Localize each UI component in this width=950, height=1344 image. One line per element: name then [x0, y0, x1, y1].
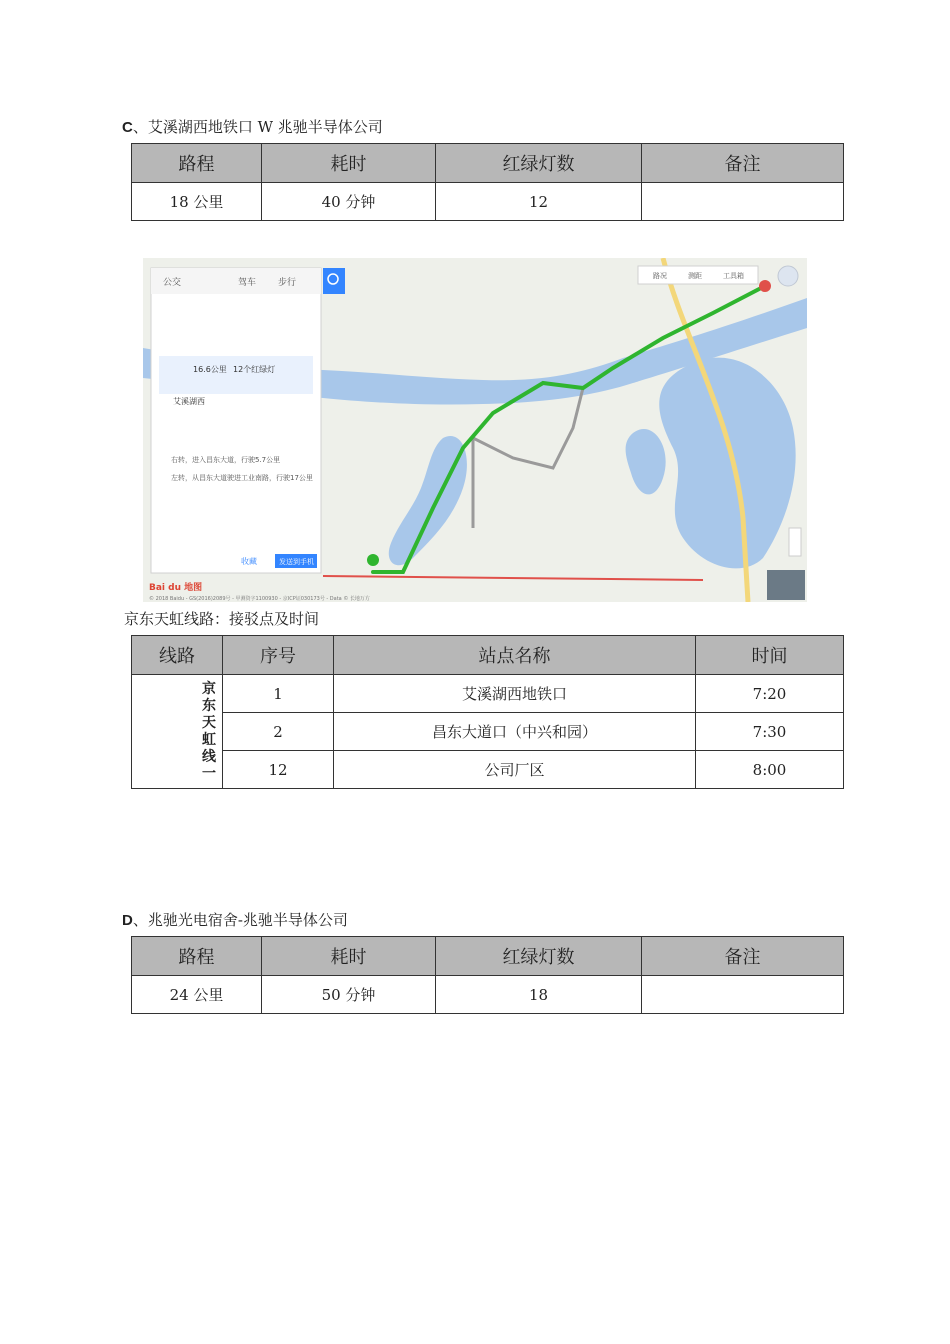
table-c — [131, 143, 844, 221]
line-char: 京 — [202, 680, 216, 697]
step-2[interactable]: 左转，从昌东大道驶进工业南路，行驶17公里 — [171, 474, 313, 482]
zoom-control[interactable] — [789, 528, 801, 556]
table-d — [131, 936, 844, 1014]
send-to-phone-label: 发送到手机 — [279, 558, 314, 566]
cell-stop-time: 8:00 — [696, 751, 844, 789]
cell-remarks — [642, 976, 844, 1014]
cell-remarks — [642, 183, 844, 221]
header-remarks: 备注 — [642, 937, 844, 976]
cell-stop-number: 12 — [223, 751, 334, 789]
map-copyright: © 2018 Baidu - GS(2016)2089号 - 甲测资字1100930 - 京ICP证030173号 - Data © 长地万方 — [149, 596, 370, 602]
toolbar-measure[interactable]: 测距 — [688, 272, 702, 280]
header-time: 时间 — [696, 636, 844, 675]
cell-stop-time: 7:30 — [696, 713, 844, 751]
start-label: 艾溪湖西 — [173, 397, 205, 406]
section-c-title: 、艾溪湖西地铁口 W 兆驰半导体公司 — [132, 118, 383, 136]
cell-distance: 18 公里 — [132, 183, 262, 221]
tab-walk[interactable]: 步行 — [278, 278, 297, 288]
cell-duration: 50 分钟 — [262, 976, 436, 1014]
cell-stop-name: 艾溪湖西地铁口 — [334, 675, 696, 713]
end-pin-icon[interactable] — [759, 280, 771, 292]
cell-traffic-lights: 12 — [436, 183, 642, 221]
cell-stop-number: 2 — [223, 713, 334, 751]
cell-stop-name: 公司厂区 — [334, 751, 696, 789]
tab-bus[interactable]: 公交 — [163, 278, 182, 288]
toolbar-tools[interactable]: 工具箱 — [723, 272, 744, 280]
cell-distance: 24 公里 — [132, 976, 262, 1014]
baidu-logo: Bai du 地图 — [149, 583, 203, 593]
start-pin-icon[interactable] — [367, 554, 379, 566]
line-char: 虹 — [202, 731, 216, 748]
header-number: 序号 — [223, 636, 334, 675]
header-remarks: 备注 — [642, 144, 844, 183]
section-c-prefix: C — [122, 119, 133, 136]
section-jd-heading: 京东天虹线路：接驳点及时间 — [124, 610, 320, 628]
avatar[interactable] — [778, 266, 798, 286]
cell-duration: 40 分钟 — [262, 183, 436, 221]
section-c-heading — [122, 116, 383, 137]
table-jd — [131, 635, 844, 789]
toolbar-traffic[interactable]: 路况 — [653, 272, 667, 280]
header-duration: 耗时 — [262, 937, 436, 976]
line-char: 线 — [202, 748, 216, 765]
street-view-thumbnail[interactable] — [767, 570, 805, 600]
header-line: 线路 — [132, 636, 223, 675]
cell-stop-number: 1 — [223, 675, 334, 713]
header-distance: 路程 — [132, 937, 262, 976]
favorite-button[interactable]: 收藏 — [241, 557, 257, 566]
section-d-prefix: D — [122, 912, 133, 929]
route-distance: 16.6公里 — [193, 365, 227, 374]
header-traffic-lights: 红绿灯数 — [436, 937, 642, 976]
section-d-heading — [122, 909, 348, 930]
line-char: 东 — [202, 697, 216, 714]
cell-stop-time: 7:20 — [696, 675, 844, 713]
route-lights: 12个红绿灯 — [233, 365, 276, 374]
route-map[interactable] — [143, 258, 807, 602]
line-name-cell — [132, 675, 223, 789]
header-stop-name: 站点名称 — [334, 636, 696, 675]
section-d-title: 、兆驰光电宿舍-兆驰半导体公司 — [132, 911, 348, 929]
line-char: 天 — [202, 714, 216, 731]
header-duration: 耗时 — [262, 144, 436, 183]
header-traffic-lights: 红绿灯数 — [436, 144, 642, 183]
cell-stop-name: 昌东大道口（中兴和园） — [334, 713, 696, 751]
line-char: 一 — [202, 765, 216, 782]
tab-drive[interactable]: 驾车 — [238, 278, 257, 288]
cell-traffic-lights: 18 — [436, 976, 642, 1014]
search-button[interactable] — [323, 268, 345, 294]
step-1[interactable]: 右转，进入昌东大道，行驶5.7公里 — [171, 456, 281, 464]
header-distance: 路程 — [132, 144, 262, 183]
